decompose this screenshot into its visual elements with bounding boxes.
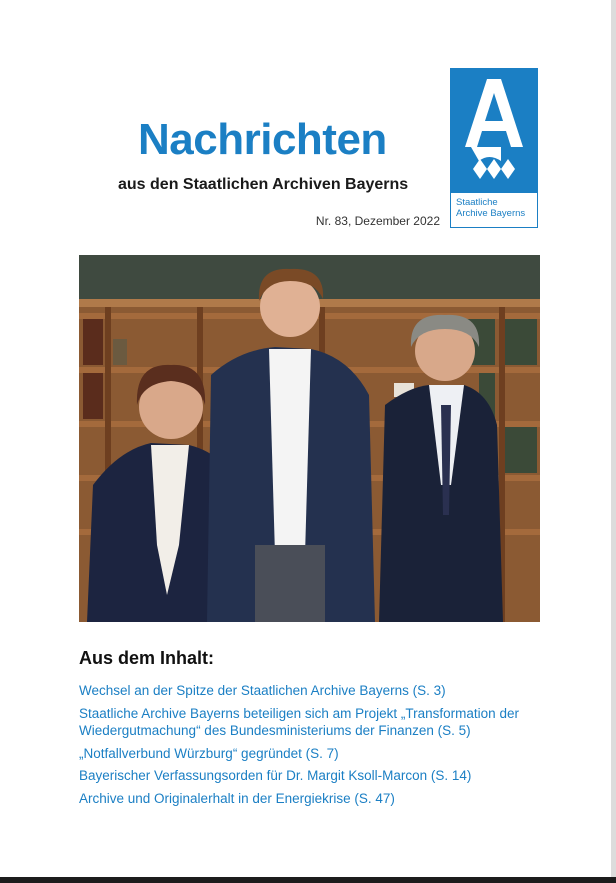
logo-caption-line1: Staatliche [456, 197, 498, 208]
toc-item: Archive und Originalerhalt in der Energiekrise (S. 47) [79, 790, 395, 806]
toc-heading: Aus dem Inhalt: [79, 648, 215, 668]
page-subtitle: aus den Staatlichen Archiven Bayerns [118, 176, 409, 193]
table-of-contents [79, 682, 519, 812]
toc-item: Staatliche Archive Bayerns beteiligen sich am Projekt „Transformation der Wiedergutmachung“ des Bundesministeriums der Finanzen (S. 5) [79, 705, 519, 738]
page-title: Nachrichten [138, 115, 387, 164]
logo-caption-line2: Archive Bayerns [456, 208, 526, 219]
cover-photo [79, 255, 540, 622]
issue-number: Nr. 83, Dezember 2022 [315, 214, 440, 228]
logo-emblem [451, 69, 537, 193]
logo-letter-a-icon [451, 69, 537, 193]
toc-item: „Notfallverbund Würzburg“ gegründet (S. 7) [79, 745, 339, 761]
toc-item: Wechsel an der Spitze der Staatlichen Archive Bayerns (S. 3) [79, 683, 446, 698]
cover-photo-illustration [79, 255, 540, 622]
page-edge-shadow [611, 0, 616, 883]
page-bottom-border [0, 877, 616, 883]
logo-caption [456, 197, 536, 219]
toc-item: Bayerischer Verfassungsorden für Dr. Margit Ksoll-Marcon (S. 14) [79, 768, 472, 783]
archive-logo [450, 68, 538, 228]
